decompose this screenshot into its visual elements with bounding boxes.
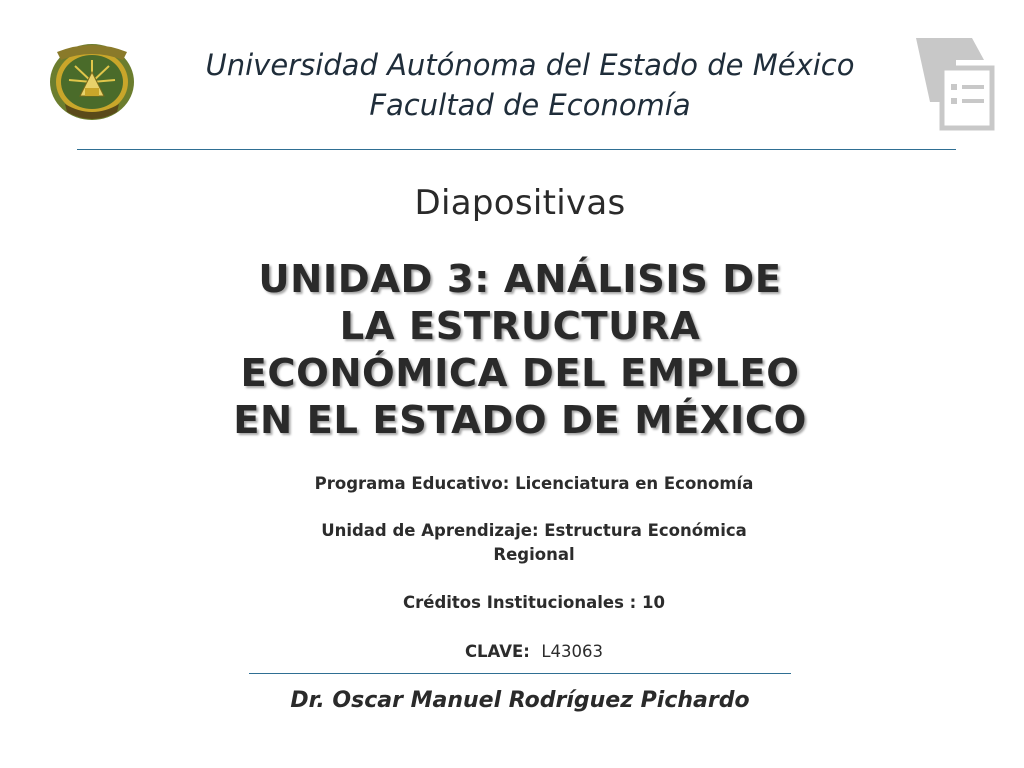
learning-unit-line: Regional <box>493 545 575 564</box>
footer-divider <box>249 673 791 674</box>
title-line: EN EL ESTADO DE MÉXICO <box>233 398 807 443</box>
title-line: LA ESTRUCTURA <box>339 304 701 349</box>
slide-title <box>0 256 1024 444</box>
clave-value: L43063 <box>541 642 604 661</box>
learning-unit <box>0 519 1024 567</box>
title-line: ECONÓMICA DEL EMPLEO <box>240 351 800 396</box>
slide-subtitle: Diapositivas <box>414 183 626 223</box>
faculty-name: Facultad de Economía <box>369 88 691 122</box>
university-name: Universidad Autónoma del Estado de México <box>205 48 855 82</box>
credits-label: Créditos Institucionales : 10 <box>403 593 665 612</box>
presentation-document-icon <box>910 34 998 134</box>
clave-line <box>0 640 1024 664</box>
header-divider <box>77 149 956 150</box>
clave-label: CLAVE: <box>464 642 530 661</box>
author-name: Dr. Oscar Manuel Rodríguez Pichardo <box>290 688 750 713</box>
learning-unit-line: Unidad de Aprendizaje: Estructura Económica <box>321 521 747 540</box>
title-line: UNIDAD 3: ANÁLISIS DE <box>258 257 782 302</box>
program-label: Programa Educativo: Licenciatura en Economía <box>314 474 754 493</box>
